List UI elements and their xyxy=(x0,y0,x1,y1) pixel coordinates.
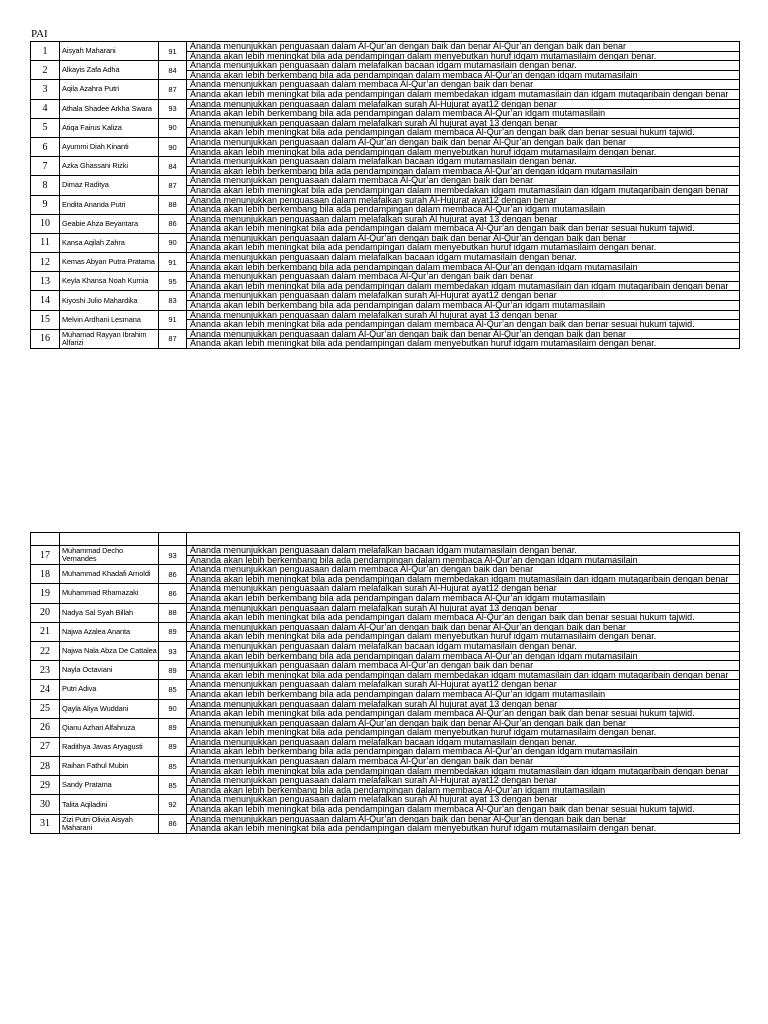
student-name: Kansa Aqilah Zahra xyxy=(60,233,159,252)
description-line: Ananda menunjukkan penguasaan dalam melafalkan surah Al-Hujurat ayat12 dengan benar xyxy=(187,291,739,301)
description-line: Ananda menunjukkan penguasaan dalam Al-Qur’an dengan baik dan benar Al-Qur’an dengan baik dan benar xyxy=(187,815,739,825)
student-name: Muhamad Rayyan Ibrahim Alfarizi xyxy=(60,329,159,348)
description-cell xyxy=(187,233,740,252)
row-number: 19 xyxy=(31,584,60,603)
description-line: Ananda akan lebih berkembang bila ada pendampingan dalam membaca Al-Qur’an idgam mutamasilain xyxy=(190,688,606,699)
row-number: 24 xyxy=(31,680,60,699)
table-row xyxy=(31,214,740,233)
table-row xyxy=(31,80,740,99)
student-score: 91 xyxy=(159,42,187,61)
table-row xyxy=(31,795,740,814)
row-number: 8 xyxy=(31,176,60,195)
row-number: 17 xyxy=(31,546,60,565)
row-number: 18 xyxy=(31,565,60,584)
student-score: 88 xyxy=(159,195,187,214)
row-number: 13 xyxy=(31,272,60,291)
description-line: Ananda akan lebih meningkat bila ada pendampingan dalam membedakan idgam mutamasilain dan idgam mutaqaribain dengan benar xyxy=(190,88,729,99)
description-cell xyxy=(187,757,740,776)
description-cell xyxy=(187,661,740,680)
table-row xyxy=(31,680,740,699)
table-row xyxy=(31,233,740,252)
description-cell xyxy=(187,80,740,99)
student-score: 92 xyxy=(159,795,187,814)
description-line: Ananda akan lebih meningkat bila ada pendampingan dalam membedakan idgam mutamasilain dan idgam mutaqaribain dengan benar xyxy=(190,573,729,584)
student-score: 86 xyxy=(159,814,187,833)
description-line: Ananda akan lebih berkembang bila ada pendampingan dalam membaca Al-Qur’an dengan idgam mutamasilain xyxy=(190,746,638,757)
table-row xyxy=(31,603,740,622)
table-row xyxy=(31,291,740,310)
row-number: 1 xyxy=(31,42,60,61)
student-score: 93 xyxy=(159,546,187,565)
description-line: Ananda akan lebih meningkat bila ada pendampingan dalam membedakan idgam mutamasilain dan idgam mutaqaribain dengan benar xyxy=(190,280,729,291)
description-line: Ananda menunjukkan penguasaan dalam Al-Qur’an dengan baik dan benar Al-Qur’an dengan baik dan benar xyxy=(187,719,739,729)
description-line: Ananda menunjukkan penguasaan dalam melafalkan bacaan idgam mutamasilain dengan benar. xyxy=(187,642,739,652)
description-cell xyxy=(187,814,740,833)
description-line: Ananda akan lebih meningkat bila ada pendampingan dalam membaca Al-Qur’an dengan baik dan benar sesuai hukum tajwid. xyxy=(190,127,695,138)
description-line: Ananda menunjukkan penguasaan dalam melafalkan surah Al-Hujurat ayat12 dengan benar xyxy=(187,196,739,206)
student-name: Muhammad Khadafi Arnoldi xyxy=(60,565,159,584)
description-line: Ananda menunjukkan penguasaan dalam membaca Al-Qur’an dengan baik dan benar xyxy=(187,272,739,282)
description-cell xyxy=(187,603,740,622)
description-cell xyxy=(187,565,740,584)
description-line: Ananda menunjukkan penguasaan dalam membaca Al-Qur’an dengan baik dan benar xyxy=(187,80,739,90)
description-line: Ananda menunjukkan penguasaan dalam melafalkan surah Al hujurat ayat 13 dengan benar xyxy=(187,215,739,225)
table-row xyxy=(31,661,740,680)
description-cell xyxy=(187,214,740,233)
description-cell xyxy=(187,195,740,214)
table-header-row xyxy=(31,533,740,546)
student-name: Aqila Azahra Putri xyxy=(60,80,159,99)
description-line: Ananda akan lebih meningkat bila ada pendampingan dalam membaca Al-Qur’an dengan baik dan benar sesuai hukum tajwid. xyxy=(190,804,695,815)
student-name: Qayla Aliya Wuddani xyxy=(60,699,159,718)
student-name: Geabie Ahza Beyantara xyxy=(60,214,159,233)
description-line: Ananda akan lebih meningkat bila ada pendampingan dalam membedakan idgam mutamasilain dan idgam mutaqaribain dengan benar xyxy=(190,669,729,680)
description-cell xyxy=(187,99,740,118)
student-score: 86 xyxy=(159,214,187,233)
description-line: Ananda menunjukkan penguasaan dalam melafalkan bacaan idgam mutamasilain dengan benar. xyxy=(187,61,739,71)
student-name: Putri Adiva xyxy=(60,680,159,699)
table-row xyxy=(31,565,740,584)
description-line: Ananda menunjukkan penguasaan dalam melafalkan surah Al hujurat ayat 13 dengan benar xyxy=(187,604,739,614)
description-line: Ananda akan lebih meningkat bila ada pendampingan dalam membedakan idgam mutamasilain dan idgam mutaqaribain dengan benar xyxy=(190,184,729,195)
description-cell xyxy=(187,795,740,814)
row-number: 25 xyxy=(31,699,60,718)
description-line: Ananda menunjukkan penguasaan dalam melafalkan surah Al hujurat ayat 13 dengan benar xyxy=(187,795,739,805)
table-row xyxy=(31,137,740,156)
row-number: 29 xyxy=(31,776,60,795)
description-cell xyxy=(187,61,740,80)
description-line: Ananda akan lebih berkembang bila ada pendampingan dalam membaca Al-Qur’an idgam mutamasilain xyxy=(190,592,606,603)
description-line: Ananda menunjukkan penguasaan dalam melafalkan surah Al-Hujurat ayat12 dengan benar xyxy=(187,100,739,110)
description-line: Ananda menunjukkan penguasaan dalam Al-Qur’an dengan baik dan benar Al-Qur’an dengan baik dan benar xyxy=(187,330,739,340)
row-number: 27 xyxy=(31,737,60,756)
student-name: Kemas Abyan Putra Pratama xyxy=(60,253,159,272)
table-row xyxy=(31,546,740,565)
table-row xyxy=(31,272,740,291)
description-cell xyxy=(187,137,740,156)
row-number: 16 xyxy=(31,329,60,348)
student-score: 86 xyxy=(159,584,187,603)
description-cell xyxy=(187,680,740,699)
description-line: Ananda menunjukkan penguasaan dalam melafalkan surah Al hujurat ayat 13 dengan benar xyxy=(187,700,739,710)
student-score: 93 xyxy=(159,99,187,118)
student-score: 85 xyxy=(159,757,187,776)
table-row xyxy=(31,253,740,272)
description-line: Ananda akan lebih berkembang bila ada pendampingan dalam membaca Al-Qur’an dengan idgam mutamasilain xyxy=(190,165,638,176)
student-name: Alkayis Zafa Adha xyxy=(60,61,159,80)
description-line: Ananda menunjukkan penguasaan dalam melafalkan bacaan idgam mutamasilain dengan benar. xyxy=(187,738,739,748)
student-score: 89 xyxy=(159,622,187,641)
row-number: 5 xyxy=(31,118,60,137)
row-number: 21 xyxy=(31,622,60,641)
row-number: 9 xyxy=(31,195,60,214)
row-number: 23 xyxy=(31,661,60,680)
description-line: Ananda menunjukkan penguasaan dalam melafalkan bacaan idgam mutamasilain dengan benar. xyxy=(187,546,739,556)
student-name: Keyla Khansa Noah Kurnia xyxy=(60,272,159,291)
student-name: Athala Shadee Arkha Swara xyxy=(60,99,159,118)
description-line: Ananda akan lebih meningkat bila ada pendampingan dalam membaca Al-Qur’an dengan baik dan benar sesuai hukum tajwid. xyxy=(190,319,695,330)
row-number: 6 xyxy=(31,137,60,156)
description-line: Ananda menunjukkan penguasaan dalam melafalkan bacaan idgam mutamasilain dengan benar. xyxy=(187,253,739,263)
student-name: Talita Aqiladini xyxy=(60,795,159,814)
row-number: 20 xyxy=(31,603,60,622)
description-line: Ananda menunjukkan penguasaan dalam melafalkan surah Al-Hujurat ayat12 dengan benar xyxy=(187,680,739,690)
table-row xyxy=(31,641,740,660)
description-cell xyxy=(187,176,740,195)
row-number: 22 xyxy=(31,641,60,660)
description-line: Ananda akan lebih meningkat bila ada pendampingan dalam membedakan idgam mutamasilain dan idgam mutaqaribain dengan benar xyxy=(190,765,729,776)
table-row xyxy=(31,195,740,214)
description-cell xyxy=(187,42,740,61)
table-row xyxy=(31,329,740,348)
row-number: 14 xyxy=(31,291,60,310)
description-line: Ananda akan lebih meningkat bila ada pendampingan dalam menyebutkan huruf idgam mutamasilaim dengan benar. xyxy=(190,727,657,738)
student-name: Kiyoshi Julio Mahardika xyxy=(60,291,159,310)
student-score: 90 xyxy=(159,699,187,718)
description-line: Ananda akan lebih meningkat bila ada pendampingan dalam menyebutkan huruf idgam mutamasilaim dengan benar. xyxy=(190,146,657,157)
table-row xyxy=(31,814,740,833)
table-row xyxy=(31,622,740,641)
student-score: 86 xyxy=(159,565,187,584)
table-row xyxy=(31,42,740,61)
table-row xyxy=(31,176,740,195)
student-name: Endita Ananda Putri xyxy=(60,195,159,214)
grades-table-2 xyxy=(30,532,740,834)
description-cell xyxy=(187,253,740,272)
table-row xyxy=(31,118,740,137)
description-line: Ananda menunjukkan penguasaan dalam membaca Al-Qur’an dengan baik dan benar xyxy=(187,661,739,671)
row-number: 10 xyxy=(31,214,60,233)
description-line: Ananda akan lebih meningkat bila ada pendampingan dalam menyebutkan huruf idgam mutamasilaim dengan benar. xyxy=(190,50,657,61)
row-number: 4 xyxy=(31,99,60,118)
student-name: Ayummi Diah Kinanti xyxy=(60,137,159,156)
description-line: Ananda menunjukkan penguasaan dalam melafalkan surah Al hujurat ayat 13 dengan benar xyxy=(187,119,739,129)
description-cell xyxy=(187,272,740,291)
description-line: Ananda akan lebih meningkat bila ada pendampingan dalam menyebutkan huruf idgam mutamasilaim dengan benar. xyxy=(190,823,657,834)
table-row xyxy=(31,757,740,776)
student-score: 89 xyxy=(159,661,187,680)
description-line: Ananda akan lebih berkembang bila ada pendampingan dalam membaca Al-Qur’an dengan idgam mutamasilain xyxy=(190,554,638,565)
student-score: 90 xyxy=(159,137,187,156)
description-line: Ananda akan lebih berkembang bila ada pendampingan dalam membaca Al-Qur’an dengan idgam mutamasilain xyxy=(190,69,638,80)
description-line: Ananda menunjukkan penguasaan dalam membaca Al-Qur’an dengan baik dan benar xyxy=(187,757,739,767)
description-line: Ananda menunjukkan penguasaan dalam Al-Qur’an dengan baik dan benar Al-Qur’an dengan baik dan benar xyxy=(187,234,739,244)
description-line: Ananda menunjukkan penguasaan dalam membaca Al-Qur’an dengan baik dan benar xyxy=(187,565,739,575)
description-line: Ananda akan lebih meningkat bila ada pendampingan dalam menyebutkan huruf idgam mutamasilaim dengan benar. xyxy=(190,338,657,349)
description-cell xyxy=(187,699,740,718)
description-line: Ananda akan lebih meningkat bila ada pendampingan dalam menyebutkan huruf idgam mutamasilaim dengan benar. xyxy=(190,631,657,642)
student-name: Najwa Nala Abza De Cattalea xyxy=(60,641,159,660)
table-row xyxy=(31,584,740,603)
description-line: Ananda menunjukkan penguasaan dalam Al-Qur’an dengan baik dan benar Al-Qur’an dengan baik dan benar xyxy=(187,42,739,52)
table-row xyxy=(31,718,740,737)
student-name: Muhammad Decho Vernandes xyxy=(60,546,159,565)
student-score: 90 xyxy=(159,118,187,137)
table-row xyxy=(31,699,740,718)
description-cell xyxy=(187,329,740,348)
student-name: Radithya Javas Aryagusti xyxy=(60,737,159,756)
student-score: 83 xyxy=(159,291,187,310)
row-number: 7 xyxy=(31,157,60,176)
description-line: Ananda akan lebih berkembang bila ada pendampingan dalam membaca Al-Qur’an idgam mutamasilain xyxy=(190,784,606,795)
student-name: Sandy Pratama xyxy=(60,776,159,795)
student-name: Dimaz Raditya xyxy=(60,176,159,195)
page-title: PAI xyxy=(31,28,48,40)
table-row xyxy=(31,61,740,80)
table-row xyxy=(31,99,740,118)
student-score: 84 xyxy=(159,61,187,80)
description-line: Ananda menunjukkan penguasaan dalam melafalkan bacaan idgam mutamasilain dengan benar. xyxy=(187,157,739,167)
grades-table-1 xyxy=(30,41,740,349)
student-score: 87 xyxy=(159,176,187,195)
student-score: 93 xyxy=(159,641,187,660)
description-cell xyxy=(187,546,740,565)
description-cell xyxy=(187,584,740,603)
student-name: Qianu Azhari Alfahruza xyxy=(60,718,159,737)
table-row xyxy=(31,737,740,756)
description-line: Ananda menunjukkan penguasaan dalam Al-Qur’an dengan baik dan benar Al-Qur’an dengan baik dan benar xyxy=(187,623,739,633)
description-line: Ananda akan lebih berkembang bila ada pendampingan dalam membaca Al-Qur’an idgam mutamasilain xyxy=(190,108,606,119)
row-number: 31 xyxy=(31,814,60,833)
student-score: 89 xyxy=(159,718,187,737)
row-number: 30 xyxy=(31,795,60,814)
row-number: 28 xyxy=(31,757,60,776)
student-score: 88 xyxy=(159,603,187,622)
description-line: Ananda menunjukkan penguasaan dalam melafalkan surah Al-Hujurat ayat12 dengan benar xyxy=(187,584,739,594)
description-line: Ananda akan lebih berkembang bila ada pendampingan dalam membaca Al-Qur’an idgam mutamasilain xyxy=(190,204,606,215)
student-score: 91 xyxy=(159,310,187,329)
student-score: 89 xyxy=(159,737,187,756)
student-score: 91 xyxy=(159,253,187,272)
student-name: Najwa Azalea Ananta xyxy=(60,622,159,641)
description-cell xyxy=(187,291,740,310)
student-name: Zizi Putri Olivia Aisyah Maharani xyxy=(60,814,159,833)
description-line: Ananda menunjukkan penguasaan dalam melafalkan surah Al hujurat ayat 13 dengan benar xyxy=(187,311,739,321)
description-line: Ananda akan lebih berkembang bila ada pendampingan dalam membaca Al-Qur’an dengan idgam mutamasilain xyxy=(190,261,638,272)
description-cell xyxy=(187,310,740,329)
student-name: Muhammad Rhamazaki xyxy=(60,584,159,603)
student-name: Raihan Fathul Mubin xyxy=(60,757,159,776)
student-score: 84 xyxy=(159,157,187,176)
description-cell xyxy=(187,157,740,176)
student-name: Nayla Octaviani xyxy=(60,661,159,680)
student-score: 95 xyxy=(159,272,187,291)
description-line: Ananda akan lebih meningkat bila ada pendampingan dalam membaca Al-Qur’an dengan baik dan benar sesuai hukum tajwid. xyxy=(190,708,695,719)
description-cell xyxy=(187,776,740,795)
row-number: 11 xyxy=(31,233,60,252)
student-name: Melvin Ardhani Lesmana xyxy=(60,310,159,329)
description-line: Ananda akan lebih meningkat bila ada pendampingan dalam membaca Al-Qur’an dengan baik dan benar sesuai hukum tajwid. xyxy=(190,223,695,234)
table-row xyxy=(31,776,740,795)
row-number: 2 xyxy=(31,61,60,80)
student-name: Nadya Sal Syah Billah xyxy=(60,603,159,622)
student-score: 87 xyxy=(159,329,187,348)
table-row xyxy=(31,157,740,176)
description-line: Ananda akan lebih berkembang bila ada pendampingan dalam membaca Al-Qur’an dengan idgam mutamasilain xyxy=(190,650,638,661)
description-line: Ananda akan lebih meningkat bila ada pendampingan dalam membaca Al-Qur’an dengan baik dan benar sesuai hukum tajwid. xyxy=(190,612,695,623)
row-number: 26 xyxy=(31,718,60,737)
description-line: Ananda menunjukkan penguasaan dalam Al-Qur’an dengan baik dan benar Al-Qur’an dengan baik dan benar xyxy=(187,138,739,148)
description-line: Ananda menunjukkan penguasaan dalam melafalkan surah Al-Hujurat ayat12 dengan benar xyxy=(187,776,739,786)
description-cell xyxy=(187,622,740,641)
description-cell xyxy=(187,737,740,756)
description-line: Ananda akan lebih berkembang bila ada pendampingan dalam membaca Al-Qur’an idgam mutamasilain xyxy=(190,300,606,311)
row-number: 3 xyxy=(31,80,60,99)
table-row xyxy=(31,310,740,329)
description-line: Ananda menunjukkan penguasaan dalam membaca Al-Qur’an dengan baik dan benar xyxy=(187,176,739,186)
student-name: Aisyah Maharani xyxy=(60,42,159,61)
student-name: Azka Ghassani Rizki xyxy=(60,157,159,176)
student-score: 90 xyxy=(159,233,187,252)
row-number: 15 xyxy=(31,310,60,329)
student-score: 87 xyxy=(159,80,187,99)
student-score: 85 xyxy=(159,680,187,699)
student-name: Atiqa Fairus Kaliza xyxy=(60,118,159,137)
description-cell xyxy=(187,118,740,137)
description-line: Ananda akan lebih meningkat bila ada pendampingan dalam menyebutkan huruf idgam mutamasilaim dengan benar. xyxy=(190,242,657,253)
description-cell xyxy=(187,641,740,660)
description-cell xyxy=(187,718,740,737)
row-number: 12 xyxy=(31,253,60,272)
student-score: 85 xyxy=(159,776,187,795)
